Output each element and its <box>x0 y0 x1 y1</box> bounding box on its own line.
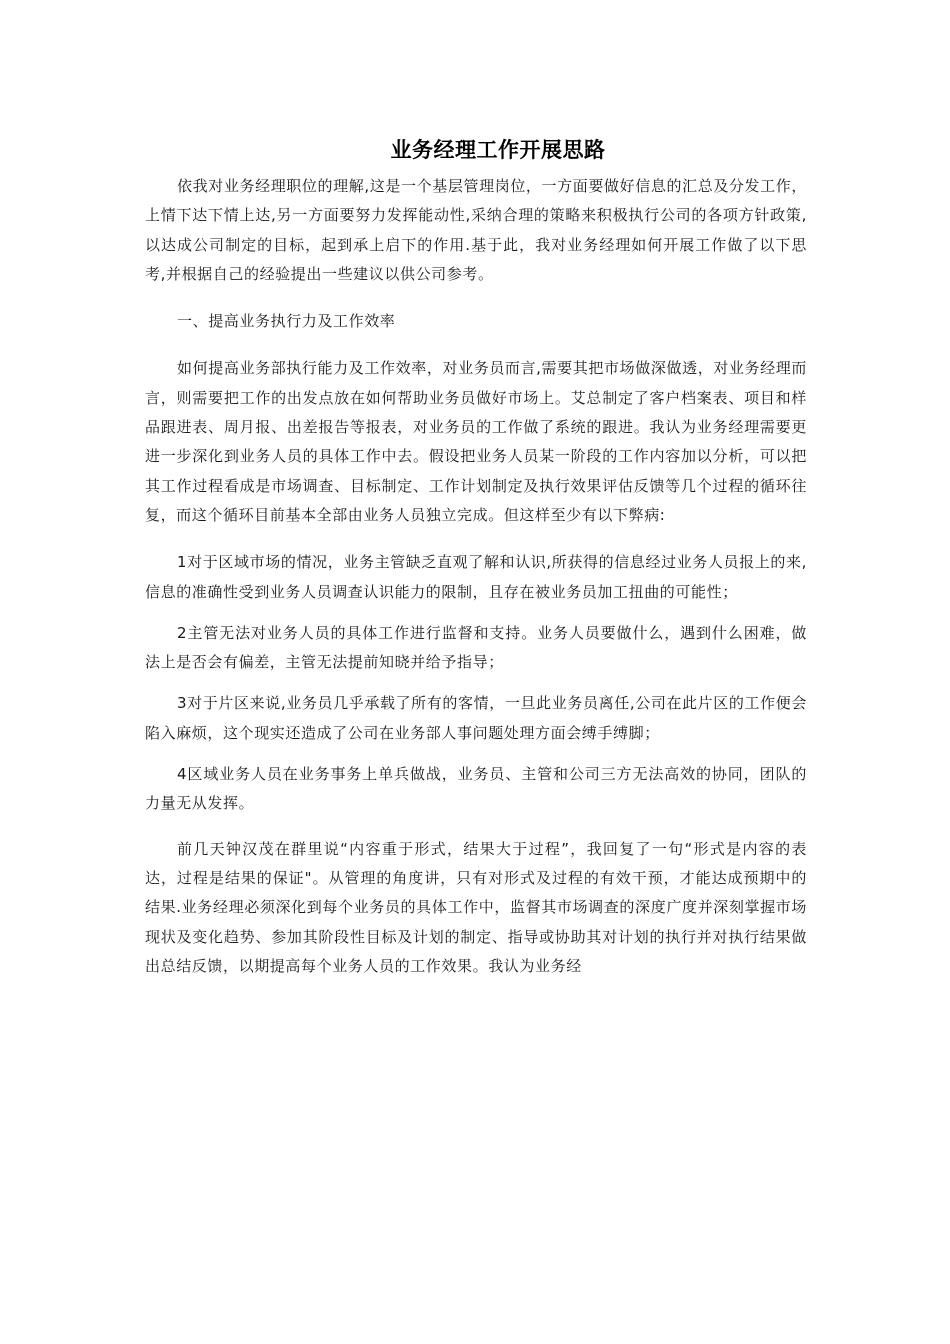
point-item-3: 3对于片区来说,业务员几乎承载了所有的客情，一旦此业务员离任,公司在此片区的工作便会陷入麻烦，这个现实还造成了公司在业务部人事问题处理方面会缚手缚脚； <box>145 694 807 742</box>
point-item-1: 1对于区域市场的情况，业务主管缺乏直观了解和认识,所获得的信息经过业务人员报上的来,信息的准确性受到业务人员调查认识能力的限制，且存在被业务员加工扭曲的可能性； <box>145 553 807 601</box>
document-body <box>145 172 807 981</box>
section-paragraph: 如何提高业务部执行能力及工作效率，对业务员而言,需要其把市场做深做透，对业务经理而言，则需要把工作的出发点放在如何帮助业务员做好市场上。艾总制定了客户档案表、项目和样品跟进表、周月报、出差报告等报表，对业务员的工作做了系统的跟进。我认为业务经理需要更进一步深化到业务人员的具体工作中去。假设把业务人员某一阶段的工作内容加以分析，可以把其工作过程看成是市场调查、目标制定、工作计划制定及执行效果评估反馈等几个过程的循环往复，而这个循环目前基本全部由业务人员独立完成。但这样至少有以下弊病: <box>145 359 807 524</box>
closing-paragraph: 前几天钟汉茂在群里说“内容重于形式，结果大于过程”，我回复了一句“形式是内容的表达，过程是结果的保证"。从管理的角度讲，只有对形式及过程的有效干预，才能达成预期中的结果.业务经理必须深化到每个业务员的具体工作中，监督其市场调查的深度广度并深刻掌握市场现状及变化趋势、参加其阶段性目标及计划的制定、指导或协助其对计划的执行并对执行结果做出总结反馈，以期提高每个业务人员的工作效果。我认为业务经 <box>145 839 807 975</box>
section-heading: 一、提高业务执行力及工作效率 <box>177 312 396 331</box>
intro-paragraph: 依我对业务经理职位的理解,这是一个基层管理岗位，一方面要做好信息的汇总及分发工作，上情下达下情上达,另一方面要努力发挥能动性,采纳合理的策略来积极执行公司的各项方针政策,以达成公司制定的目标，起到承上启下的作用.基于此，我对业务经理如何开展工作做了以下思考,并根据自己的经验提出一些建议以供公司参考。 <box>145 177 807 283</box>
document-title: 业务经理工作开展思路 <box>390 138 606 162</box>
point-item-4: 4区域业务人员在业务事务上单兵做战，业务员、主管和公司三方无法高效的协同，团队的力量无从发挥。 <box>145 765 807 813</box>
point-item-2: 2主管无法对业务人员的具体工作进行监督和支持。业务人员要做什么，遇到什么困难，做法上是否会有偏差，主管无法提前知晓并给予指导； <box>145 623 807 672</box>
